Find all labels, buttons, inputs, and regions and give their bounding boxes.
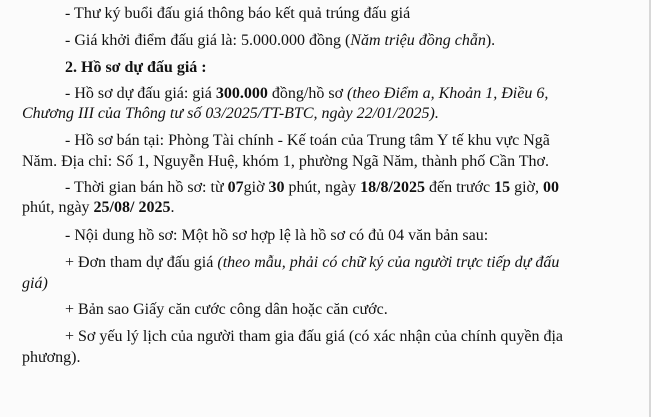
sale-time-start-hour: 07: [227, 179, 244, 196]
contents-text: - Nội dung hồ sơ: Một hồ sơ hợp lệ là hồ sơ có đủ 04 văn bản sau:: [65, 227, 489, 244]
text-line-cv-cont: [22, 348, 80, 368]
starting-price-close: ).: [485, 32, 496, 49]
text-line-application-form-cont: [22, 274, 48, 294]
text-line-fee-reference-cont: [22, 104, 439, 124]
text-line-announce-result: [65, 4, 410, 24]
id-copy-text: + Bản sao Giấy căn cước công dân hoặc căn cước.: [65, 301, 388, 318]
application-form-note-cont: giá): [22, 275, 48, 292]
sale-time-start-minute: 30: [268, 179, 285, 196]
cv-text: + Sơ yếu lý lịch của người tham gia đấu giá (có xác nhận của chính quyền địa: [65, 328, 564, 345]
fee-amount: 300.000: [215, 85, 268, 102]
starting-price-words: Năm triệu đồng chẵn: [350, 32, 486, 49]
address-text: Năm. Địa chỉ: Số 1, Nguyễn Huệ, khóm 1, phường Ngã Năm, thành phố Cần Thơ.: [22, 153, 550, 170]
fee-label: - Hồ sơ dự đấu giá: giá: [65, 85, 216, 102]
sale-time-day-word: phút, ngày: [284, 179, 361, 196]
sale-time-start-date: 18/8/2025: [360, 179, 425, 196]
fee-reference: (theo Điểm a, Khoản 1, Điều 6,: [347, 85, 549, 102]
announce-result-text: - Thư ký buổi đấu giá thông báo kết quả trúng đấu giá: [65, 5, 411, 22]
section-heading-text: 2. Hồ sơ dự đấu giá :: [65, 59, 207, 76]
text-line-sale-time: [65, 178, 559, 198]
sale-time-hour-word: giờ: [243, 179, 269, 196]
text-line-address: [22, 152, 549, 172]
section-heading: [65, 58, 207, 78]
fee-reference-cont: Chương III của Thông tư số 03/2025/TT-BTC, ngày 22/01/2025).: [22, 105, 439, 122]
text-line-application-form: [65, 253, 559, 273]
sale-time-end-hour: 15: [494, 179, 511, 196]
cv-text-cont: phương).: [22, 349, 81, 366]
application-form-text: + Đơn tham dự đấu giá: [65, 254, 218, 271]
text-line-starting-price: [65, 31, 495, 51]
sale-time-end-hour-word: giờ,: [510, 179, 543, 196]
sale-time-end-date: 25/08/ 2025: [93, 199, 171, 216]
fee-unit: đồng/hồ sơ: [267, 85, 348, 102]
sale-time-minute-word: phút, ngày: [22, 199, 94, 216]
application-form-note: (theo mẫu, phải có chữ ký của người trực tiếp dự đấu: [217, 254, 560, 271]
sale-time-until: đến trước: [424, 179, 495, 196]
text-line-sale-time-cont: [22, 198, 174, 218]
sale-location-text: - Hồ sơ bán tại: Phòng Tài chính - Kế toán của Trung tâm Y tế khu vực Ngã: [65, 132, 550, 149]
text-line-cv: [65, 327, 563, 347]
text-line-id-copy: [65, 300, 388, 320]
starting-price-text: - Giá khởi điểm đấu giá là: 5.000.000 đồng (: [65, 32, 351, 49]
text-line-contents: [65, 226, 488, 246]
text-line-sale-location: [65, 131, 550, 151]
sale-time-end-minute: 00: [542, 179, 559, 196]
text-line-fee: [65, 84, 548, 104]
sale-time-period: .: [170, 199, 175, 216]
sale-time-label: - Thời gian bán hồ sơ: từ: [65, 179, 228, 196]
